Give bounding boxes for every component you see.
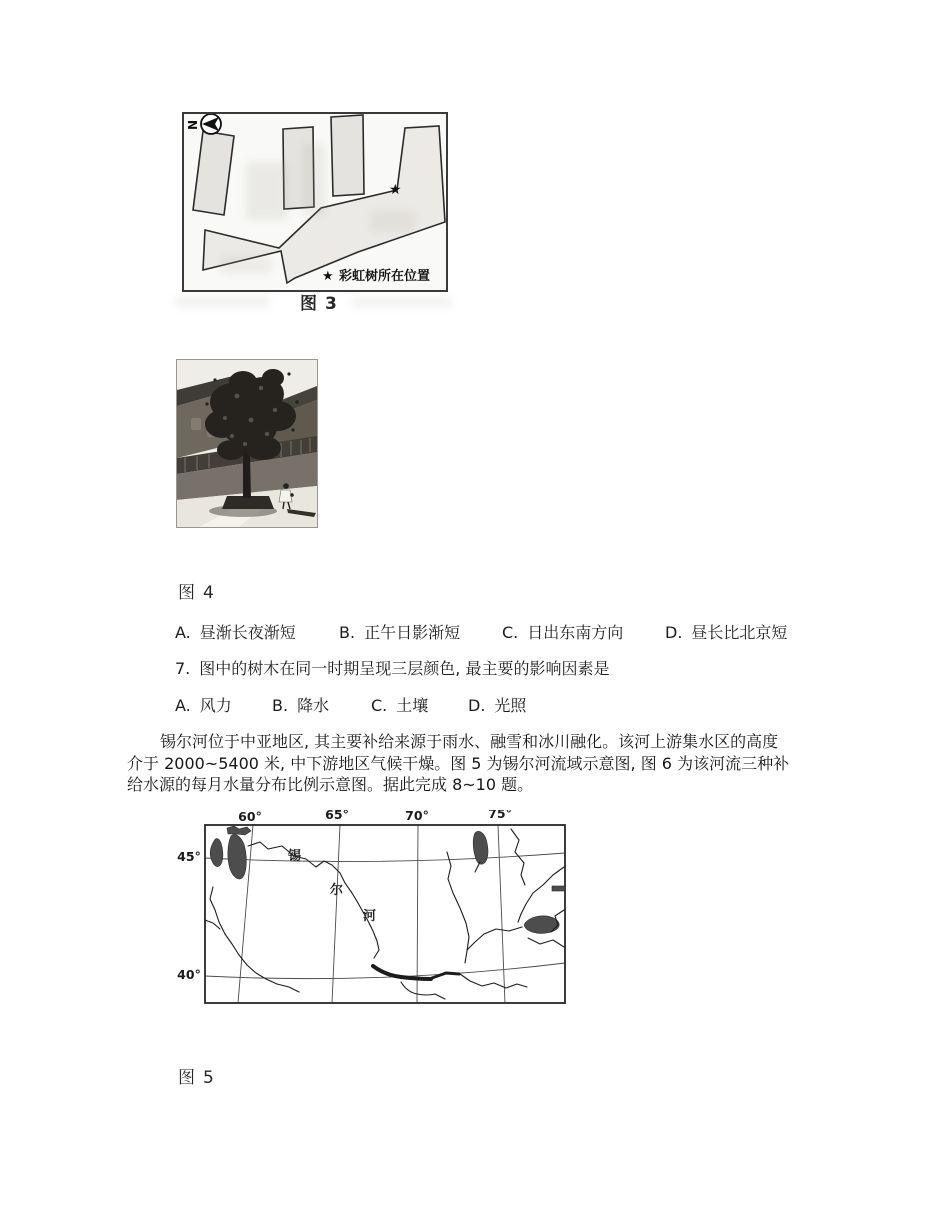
figure5-caption-prefix: 图 [178, 1068, 196, 1088]
question7-stem [175, 656, 609, 679]
q6-option-a [175, 620, 296, 643]
bag [290, 493, 294, 497]
option-label: 光照 [494, 696, 527, 715]
option-key: B. [272, 696, 289, 715]
q6-option-b [339, 620, 460, 643]
legend-star-icon: ★ [322, 269, 334, 284]
option-key: A. [175, 623, 191, 642]
figure5-drawing [170, 810, 580, 1015]
figure5-basin-map [170, 810, 580, 1015]
option-key: D. [468, 696, 486, 715]
figure4-caption-prefix: 图 [178, 583, 196, 603]
option-key: B. [339, 623, 356, 642]
passage-line: 介于 2000~5400 米, 中下游地区气候干燥。图 5 为锡尔河流域示意图, 图 6 为该河流三种补 [127, 753, 790, 773]
figure4-caption-number: 4 [203, 583, 215, 603]
road-shape [203, 126, 445, 283]
river-right-edge [528, 938, 564, 947]
option-label: 土壤 [396, 696, 429, 715]
river-name-label [288, 848, 376, 924]
option-key: C. [502, 623, 519, 642]
lat-label-45: 45° [177, 849, 201, 864]
option-label: 昼长比北京短 [691, 623, 788, 642]
figure4-photo [177, 360, 317, 527]
lon-label-70: 70° [405, 810, 429, 823]
building [331, 115, 364, 196]
lakes [210, 826, 565, 933]
lake-aral-west-lobe [210, 839, 223, 867]
lake-right-edge [552, 886, 565, 891]
option-label: 风力 [199, 696, 232, 715]
river-name-char: 尔 [330, 883, 344, 898]
q7-option-c [371, 693, 428, 716]
river-name-char: 河 [363, 909, 377, 924]
rainbow-tree-star-icon: ★ [389, 182, 402, 198]
figure4-caption [178, 578, 215, 603]
figure4-scene [177, 360, 317, 527]
figure3-site-map [182, 112, 448, 292]
bleedthrough-smudge [352, 297, 452, 308]
north-compass-icon [186, 114, 221, 134]
lon-label-60: 60° [238, 810, 262, 824]
figure5-caption [178, 1063, 215, 1088]
rivers [205, 829, 564, 999]
option-key: A. [175, 696, 191, 715]
building [283, 127, 314, 209]
lake-east [524, 916, 559, 934]
graticule [205, 825, 565, 1003]
figure3-caption-number: 3 [325, 294, 338, 314]
river-tributary [518, 867, 564, 922]
passage-line: 给水源的每月水量分布比例示意图。据此完成 8~10 题。 [127, 775, 534, 794]
q7-option-b [272, 693, 329, 716]
passage [127, 731, 827, 796]
q7-option-d [468, 693, 526, 716]
q6-option-d [665, 620, 787, 643]
option-key: C. [371, 696, 388, 715]
river-reservoir [432, 973, 459, 978]
question7-text: 图中的树木在同一时期呈现三层颜色, 最主要的影响因素是 [199, 659, 610, 678]
q7-option-a [175, 693, 232, 716]
option-label: 正午日影渐短 [364, 623, 461, 642]
figure3-drawing [184, 114, 446, 290]
figure3-caption [300, 289, 338, 314]
lat-label-40: 40° [177, 967, 201, 982]
building [193, 131, 234, 215]
lake-aral-east-lobe [228, 834, 246, 879]
figure5-caption-number: 5 [203, 1068, 215, 1088]
river-southwest [210, 887, 299, 992]
figure3-caption-prefix: 图 [300, 294, 318, 314]
river-main [248, 842, 379, 958]
graticule-labels [177, 810, 512, 982]
question7-number: 7. [175, 659, 191, 678]
wall-sign [191, 418, 201, 430]
river-tributary [447, 852, 469, 963]
lon-label-75: 75° [488, 810, 512, 821]
bleedthrough-smudge [175, 296, 270, 308]
lake-northeast [473, 831, 488, 864]
figure3-legend [322, 268, 430, 284]
q6-option-c [502, 620, 623, 643]
option-label: 昼渐长夜渐短 [199, 623, 296, 642]
river-lake-inlet [475, 862, 480, 872]
legend-label: 彩虹树所在位置 [339, 269, 431, 284]
passage-line: 锡尔河位于中亚地区, 其主要补给来源于雨水、融雪和冰川融化。该河上游集水区的高度 [160, 732, 779, 751]
lon-label-65: 65° [325, 810, 349, 822]
map-border [205, 825, 565, 1003]
option-key: D. [665, 623, 683, 642]
svg-text:N: N [186, 119, 200, 130]
river-tributary [460, 974, 527, 988]
river-tributary [467, 927, 522, 950]
river-tributary [401, 982, 445, 999]
option-label: 日出东南方向 [527, 623, 624, 642]
river-name-char: 锡 [288, 849, 302, 864]
option-label: 降水 [297, 696, 330, 715]
river-southwest [205, 920, 220, 929]
lake-aral-north [227, 826, 251, 835]
